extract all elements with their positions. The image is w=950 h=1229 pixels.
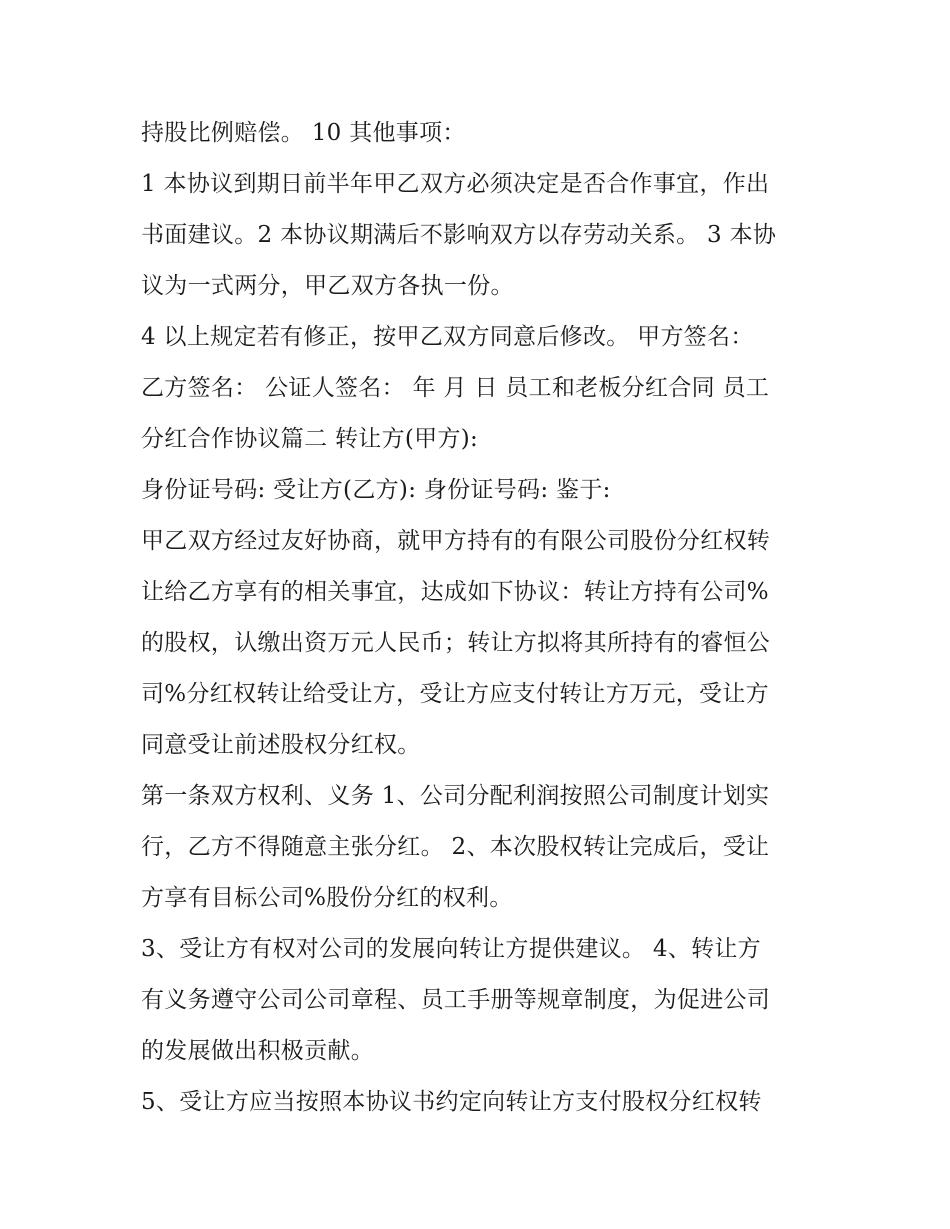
- text-line: 让给乙方享有的相关事宜，达成如下协议：转让方持有公司%: [141, 579, 769, 605]
- text-line: 分红合作协议篇二 转让方(甲方):: [141, 426, 479, 452]
- document-body: [141, 108, 821, 1128]
- text-line: 持股比例赔偿。 10 其他事项：: [141, 120, 466, 146]
- text-line: 1 本协议到期日前半年甲乙双方必须决定是否合作事宜，作出: [141, 171, 770, 197]
- text-line: 行，乙方不得随意主张分红。 2、本次股权转让完成后，受让: [141, 834, 770, 860]
- text-line: 乙方签名： 公证人签名： 年 月 日 员工和老板分红合同 员工: [141, 375, 770, 401]
- text-line: 的股权，认缴出资万元人民币；转让方拟将其所持有的睿恒公: [141, 630, 771, 656]
- text-line: 有义务遵守公司公司章程、员工手册等规章制度，为促进公司: [141, 987, 771, 1013]
- text-line: 甲乙双方经过友好协商，就甲方持有的有限公司股份分红权转: [141, 528, 771, 554]
- text-line: 第一条双方权利、义务 1、公司分配利润按照公司制度计划实: [141, 783, 770, 809]
- text-line: 5、受让方应当按照本协议书约定向转让方支付股权分红权转: [141, 1089, 762, 1115]
- text-line: 司%分红权转让给受让方，受让方应支付转让方万元，受让方: [141, 681, 769, 707]
- text-line: 身份证号码: 受让方(乙方): 身份证号码: 鉴于:: [141, 477, 611, 503]
- text-line: 议为一式两分，甲乙双方各执一份。: [141, 273, 514, 299]
- text-line: 同意受让前述股权分红权。: [141, 732, 421, 758]
- text-line: 书面建议。2 本协议期满后不影响双方以存劳动关系。 3 本协: [141, 222, 777, 248]
- text-line: 的发展做出积极贡献。: [141, 1038, 374, 1064]
- text-line: 3、受让方有权对公司的发展向转让方提供建议。 4、转让方: [141, 936, 761, 962]
- text-line: 4 以上规定若有修正，按甲乙双方同意后修改。 甲方签名：: [141, 324, 754, 350]
- text-line: 方享有目标公司%股份分红的权利。: [141, 885, 513, 911]
